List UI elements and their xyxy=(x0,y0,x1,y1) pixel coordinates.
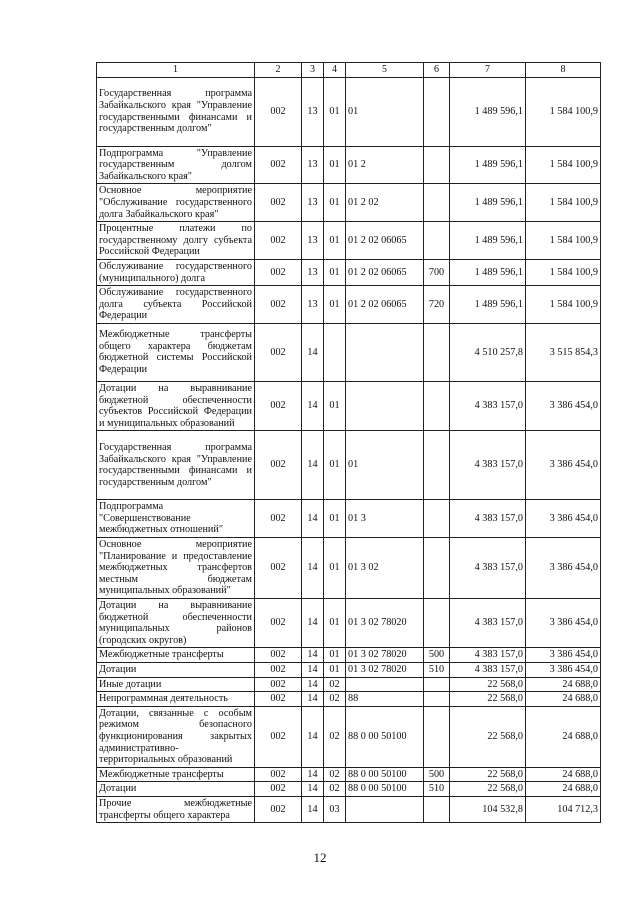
table-row xyxy=(97,648,601,663)
row-target-article: 88 0 00 50100 xyxy=(346,706,424,767)
row-section: 14 xyxy=(302,692,324,707)
row-name: Непрограммная деятельность xyxy=(97,692,255,707)
row-subsection: 01 xyxy=(324,222,346,260)
row-target-article: 88 0 00 50100 xyxy=(346,782,424,797)
row-section: 14 xyxy=(302,431,324,500)
row-expense-type: 500 xyxy=(424,648,450,663)
budget-table xyxy=(96,62,601,823)
row-subsection: 02 xyxy=(324,767,346,782)
row-target-article: 01 2 02 06065 xyxy=(346,259,424,285)
row-code: 002 xyxy=(255,323,302,381)
row-section: 14 xyxy=(302,381,324,430)
header-cell: 2 xyxy=(255,63,302,78)
row-name: Основное мероприятие "Планирование и предоставление межбюджетных трансфертов местным бюджетам муниципальных образований" xyxy=(97,538,255,599)
row-section: 13 xyxy=(302,77,324,146)
row-amount-2: 3 386 454,0 xyxy=(526,500,601,538)
header-cell: 3 xyxy=(302,63,324,78)
row-amount-2: 1 584 100,9 xyxy=(526,286,601,324)
row-section: 13 xyxy=(302,286,324,324)
row-target-article: 01 3 02 78020 xyxy=(346,599,424,648)
row-code: 002 xyxy=(255,767,302,782)
row-name: Дотации на выравнивание бюджетной обеспеченности субъектов Российской Федерации и муниципальных образований xyxy=(97,381,255,430)
row-subsection: 01 xyxy=(324,146,346,184)
row-target-article: 01 2 02 06065 xyxy=(346,222,424,260)
header-cell: 4 xyxy=(324,63,346,78)
row-code: 002 xyxy=(255,599,302,648)
row-subsection: 01 xyxy=(324,431,346,500)
row-section: 14 xyxy=(302,767,324,782)
row-amount-2: 104 712,3 xyxy=(526,796,601,822)
row-name: Обслуживание государственного долга субъекта Российской Федерации xyxy=(97,286,255,324)
row-code: 002 xyxy=(255,286,302,324)
table-row xyxy=(97,599,601,648)
row-expense-type xyxy=(424,796,450,822)
table-row xyxy=(97,77,601,146)
row-amount-2: 1 584 100,9 xyxy=(526,259,601,285)
row-amount-1: 104 532,8 xyxy=(450,796,526,822)
table-row xyxy=(97,381,601,430)
row-subsection: 01 xyxy=(324,538,346,599)
row-amount-1: 1 489 596,1 xyxy=(450,286,526,324)
row-code: 002 xyxy=(255,677,302,692)
table-row xyxy=(97,431,601,500)
row-amount-2: 1 584 100,9 xyxy=(526,146,601,184)
row-section: 14 xyxy=(302,538,324,599)
row-name: Дотации xyxy=(97,663,255,678)
row-subsection: 02 xyxy=(324,782,346,797)
row-subsection: 01 xyxy=(324,381,346,430)
row-amount-2: 24 688,0 xyxy=(526,782,601,797)
table-row xyxy=(97,323,601,381)
row-subsection: 01 xyxy=(324,184,346,222)
row-section: 13 xyxy=(302,146,324,184)
row-amount-1: 4 383 157,0 xyxy=(450,599,526,648)
row-name: Межбюджетные трансферты xyxy=(97,767,255,782)
table-row xyxy=(97,286,601,324)
row-subsection: 02 xyxy=(324,706,346,767)
row-amount-1: 4 383 157,0 xyxy=(450,381,526,430)
row-expense-type xyxy=(424,599,450,648)
row-amount-1: 4 383 157,0 xyxy=(450,500,526,538)
row-name: Обслуживание государственного (муниципального) долга xyxy=(97,259,255,285)
row-name: Дотации на выравнивание бюджетной обеспеченности муниципальных районов (городских округов) xyxy=(97,599,255,648)
row-name: Дотации, связанные с особым режимом безопасного функционирования закрытых административно-территориальных образований xyxy=(97,706,255,767)
row-amount-1: 22 568,0 xyxy=(450,767,526,782)
row-section: 14 xyxy=(302,796,324,822)
row-amount-2: 1 584 100,9 xyxy=(526,77,601,146)
row-code: 002 xyxy=(255,184,302,222)
header-cell: 7 xyxy=(450,63,526,78)
row-name: Межбюджетные трансферты общего характера бюджетам бюджетной системы Российской Федерации xyxy=(97,323,255,381)
row-code: 002 xyxy=(255,259,302,285)
row-code: 002 xyxy=(255,782,302,797)
row-section: 14 xyxy=(302,648,324,663)
row-target-article xyxy=(346,323,424,381)
row-name: Подпрограмма "Совершенствование межбюджетных отношений" xyxy=(97,500,255,538)
row-expense-type: 720 xyxy=(424,286,450,324)
row-target-article: 01 3 xyxy=(346,500,424,538)
row-amount-1: 22 568,0 xyxy=(450,692,526,707)
row-amount-2: 3 386 454,0 xyxy=(526,599,601,648)
row-code: 002 xyxy=(255,222,302,260)
row-section: 14 xyxy=(302,500,324,538)
table-row xyxy=(97,663,601,678)
row-target-article: 01 xyxy=(346,77,424,146)
row-subsection: 01 xyxy=(324,663,346,678)
row-name: Прочие межбюджетные трансферты общего характера xyxy=(97,796,255,822)
row-amount-2: 24 688,0 xyxy=(526,677,601,692)
row-amount-1: 22 568,0 xyxy=(450,677,526,692)
row-expense-type xyxy=(424,692,450,707)
row-target-article xyxy=(346,796,424,822)
row-subsection: 02 xyxy=(324,692,346,707)
table-row xyxy=(97,538,601,599)
row-subsection: 01 xyxy=(324,500,346,538)
header-cell: 1 xyxy=(97,63,255,78)
table-row xyxy=(97,706,601,767)
row-subsection: 01 xyxy=(324,259,346,285)
row-subsection: 03 xyxy=(324,796,346,822)
row-amount-1: 22 568,0 xyxy=(450,782,526,797)
row-target-article: 88 0 00 50100 xyxy=(346,767,424,782)
row-amount-1: 1 489 596,1 xyxy=(450,259,526,285)
row-amount-1: 4 383 157,0 xyxy=(450,431,526,500)
row-name: Процентные платежи по государственному долгу субъекта Российской Федерации xyxy=(97,222,255,260)
row-section: 14 xyxy=(302,599,324,648)
row-expense-type xyxy=(424,146,450,184)
row-target-article: 01 3 02 78020 xyxy=(346,663,424,678)
row-code: 002 xyxy=(255,146,302,184)
row-amount-1: 4 383 157,0 xyxy=(450,663,526,678)
row-section: 14 xyxy=(302,323,324,381)
row-expense-type: 510 xyxy=(424,782,450,797)
table-row xyxy=(97,259,601,285)
header-cell: 8 xyxy=(526,63,601,78)
table-row xyxy=(97,500,601,538)
row-name: Дотации xyxy=(97,782,255,797)
row-code: 002 xyxy=(255,381,302,430)
table-row xyxy=(97,677,601,692)
row-amount-2: 3 515 854,3 xyxy=(526,323,601,381)
row-expense-type xyxy=(424,381,450,430)
row-code: 002 xyxy=(255,706,302,767)
row-expense-type xyxy=(424,706,450,767)
row-amount-1: 4 383 157,0 xyxy=(450,648,526,663)
row-expense-type xyxy=(424,538,450,599)
table-row xyxy=(97,767,601,782)
table-row xyxy=(97,146,601,184)
row-code: 002 xyxy=(255,500,302,538)
row-expense-type xyxy=(424,500,450,538)
row-target-article xyxy=(346,677,424,692)
table-row xyxy=(97,782,601,797)
row-target-article: 01 3 02 78020 xyxy=(346,648,424,663)
row-amount-2: 24 688,0 xyxy=(526,767,601,782)
row-amount-1: 1 489 596,1 xyxy=(450,77,526,146)
row-amount-2: 1 584 100,9 xyxy=(526,222,601,260)
row-section: 13 xyxy=(302,259,324,285)
header-cell: 6 xyxy=(424,63,450,78)
page-number: 12 xyxy=(313,850,327,865)
row-amount-2: 1 584 100,9 xyxy=(526,184,601,222)
row-section: 14 xyxy=(302,706,324,767)
row-amount-1: 1 489 596,1 xyxy=(450,222,526,260)
row-target-article: 01 2 xyxy=(346,146,424,184)
row-section: 14 xyxy=(302,782,324,797)
row-amount-2: 24 688,0 xyxy=(526,706,601,767)
row-expense-type: 510 xyxy=(424,663,450,678)
row-amount-2: 3 386 454,0 xyxy=(526,431,601,500)
table-header-row xyxy=(97,63,601,78)
row-amount-1: 22 568,0 xyxy=(450,706,526,767)
row-code: 002 xyxy=(255,692,302,707)
row-target-article: 01 xyxy=(346,431,424,500)
row-subsection: 02 xyxy=(324,677,346,692)
table-row xyxy=(97,796,601,822)
row-code: 002 xyxy=(255,648,302,663)
row-section: 13 xyxy=(302,222,324,260)
row-amount-1: 4 510 257,8 xyxy=(450,323,526,381)
row-expense-type: 500 xyxy=(424,767,450,782)
row-target-article: 01 3 02 xyxy=(346,538,424,599)
row-amount-2: 3 386 454,0 xyxy=(526,648,601,663)
row-subsection xyxy=(324,323,346,381)
row-expense-type xyxy=(424,222,450,260)
row-amount-1: 4 383 157,0 xyxy=(450,538,526,599)
row-code: 002 xyxy=(255,77,302,146)
row-expense-type xyxy=(424,184,450,222)
row-subsection: 01 xyxy=(324,77,346,146)
row-code: 002 xyxy=(255,663,302,678)
row-code: 002 xyxy=(255,431,302,500)
row-section: 14 xyxy=(302,677,324,692)
row-amount-2: 24 688,0 xyxy=(526,692,601,707)
row-amount-2: 3 386 454,0 xyxy=(526,381,601,430)
row-name: Государственная программа Забайкальского края "Управление государственными финансами и государственным долгом" xyxy=(97,431,255,500)
row-target-article: 88 xyxy=(346,692,424,707)
row-name: Иные дотации xyxy=(97,677,255,692)
row-target-article: 01 2 02 06065 xyxy=(346,286,424,324)
row-code: 002 xyxy=(255,796,302,822)
row-expense-type xyxy=(424,431,450,500)
table-row xyxy=(97,184,601,222)
row-expense-type xyxy=(424,323,450,381)
row-expense-type: 700 xyxy=(424,259,450,285)
row-expense-type xyxy=(424,677,450,692)
row-amount-2: 3 386 454,0 xyxy=(526,538,601,599)
row-amount-2: 3 386 454,0 xyxy=(526,663,601,678)
header-cell: 5 xyxy=(346,63,424,78)
row-target-article: 01 2 02 xyxy=(346,184,424,222)
row-subsection: 01 xyxy=(324,286,346,324)
row-name: Межбюджетные трансферты xyxy=(97,648,255,663)
row-code: 002 xyxy=(255,538,302,599)
row-expense-type xyxy=(424,77,450,146)
row-name: Государственная программа Забайкальского края "Управление государственными финансами и государственным долгом" xyxy=(97,77,255,146)
row-name: Основное мероприятие "Обслуживание государственного долга Забайкальского края" xyxy=(97,184,255,222)
table-row xyxy=(97,692,601,707)
row-section: 14 xyxy=(302,663,324,678)
row-amount-1: 1 489 596,1 xyxy=(450,146,526,184)
table-row xyxy=(97,222,601,260)
row-target-article xyxy=(346,381,424,430)
row-amount-1: 1 489 596,1 xyxy=(450,184,526,222)
row-section: 13 xyxy=(302,184,324,222)
row-subsection: 01 xyxy=(324,599,346,648)
row-subsection: 01 xyxy=(324,648,346,663)
row-name: Подпрограмма "Управление государственным долгом Забайкальского края" xyxy=(97,146,255,184)
